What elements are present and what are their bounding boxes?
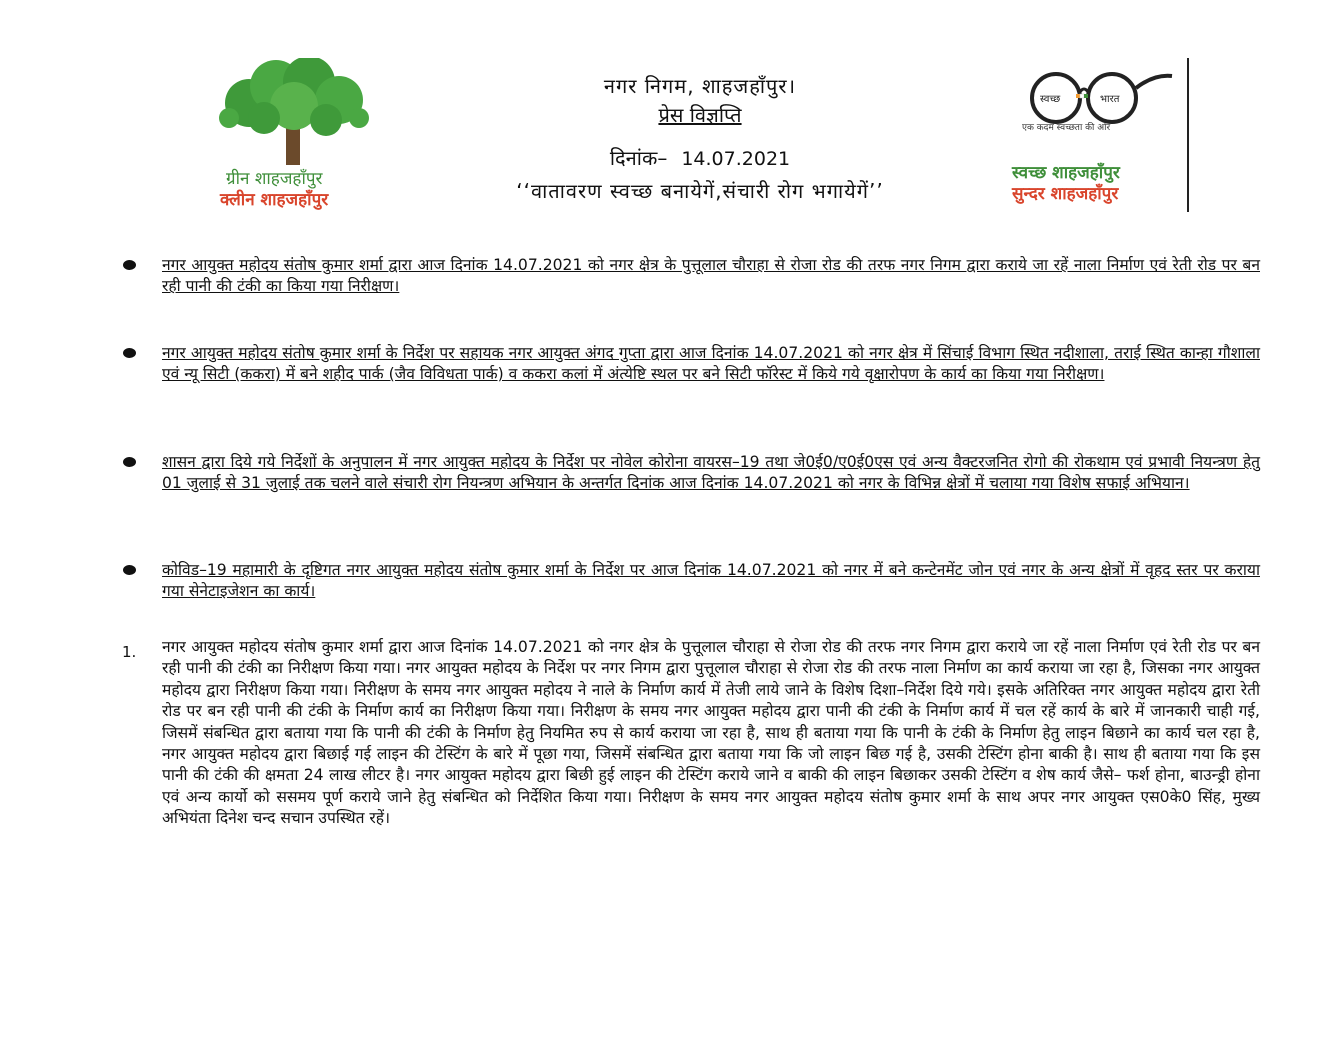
bullet-item: नगर आयुक्त महोदय संतोष कुमार शर्मा के निर्देश पर सहायक नगर आयुक्त अंगद गुप्ता द्वारा आज दिनांक 14.07.2021 को नगर क्षेत्र में सिंचाई विभाग स्थित नदीशाला, तराई स्थित कान्हा गौशाला एवं न्यू सिटी (ककरा) में बने शहीद पार्क (जैव विविधता पार्क) व ककरा कलां में अंत्येष्टि स्थल पर बने सिटी फॉरेस्ट में किये गये वृक्षारोपण के कार्य का किया गया निरीक्षण। <box>162 344 1260 383</box>
bullet-icon <box>123 457 136 467</box>
header-center <box>410 72 990 206</box>
clean-shahjahanpur-text: क्लीन शाहजहाँपुर <box>220 190 329 210</box>
bullet-icon <box>123 260 136 270</box>
date-label: दिनांक– <box>609 146 668 170</box>
press-release-title: प्रेस विज्ञप्ति <box>658 103 742 127</box>
bullet-item: कोविड–19 महामारी के दृष्टिगत नगर आयुक्त महोदय संतोष कुमार शर्मा के निर्देश पर आज दिनांक 14.07.2021 को नगर में बने कन्टेनमेंट जोन एवं नगर के अन्य क्षेत्रों में वृहद स्तर पर कराया गया सेनेटाइजेशन का कार्य। <box>162 561 1260 600</box>
tree-icon <box>204 58 384 168</box>
date-value: 14.07.2021 <box>681 148 791 170</box>
green-shahjahanpur-text: ग्रीन शाहजहाँपुर <box>226 169 323 189</box>
spectacles-icon <box>1014 70 1184 124</box>
bullet-icon <box>123 565 136 575</box>
swachh-tagline: एक कदम स्वच्छता की ओर <box>1022 123 1111 133</box>
bullet-icon <box>123 348 136 358</box>
date-line <box>410 138 990 176</box>
sundar-shahjahanpur-text: सुन्दर शाहजहाँपुर <box>1012 184 1119 204</box>
bullet-item: शासन द्वारा दिये गये निर्देशों के अनुपालन में नगर आयुक्त महोदय के निर्देश पर नोवेल कोरोना वायरस–19 तथा जे0ई0/ए0ई0एस एवं अन्य वैक्टरजनित रोगो की रोकथाम एवं प्रभावी नियन्त्रण हेतु 01 जुलाई से 31 जुलाई तक चलने वाले संचारी रोग नियन्त्रण अभियान के अन्तर्गत दिनांक आज दिनांक 14.07.2021 को नगर के विभिन्न क्षेत्रों में चलाया गया विशेष सफाई अभियान। <box>162 453 1260 492</box>
bharat-word: भारत <box>1100 94 1120 105</box>
swachh-shahjahanpur-text: स्वच्छ शाहजहाँपुर <box>1012 163 1120 183</box>
header-divider <box>1187 58 1189 212</box>
swachh-bharat-logo <box>1000 60 1190 210</box>
paragraph-number: 1. <box>122 643 137 661</box>
green-shahjahanpur-logo <box>196 58 396 210</box>
swachh-word: स्वच्छ <box>1040 94 1061 105</box>
bullet-item: नगर आयुक्त महोदय संतोष कुमार शर्मा द्वारा आज दिनांक 14.07.2021 को नगर क्षेत्र के पुत्तूलाल चौराहा से रोजा रोड की तरफ नगर निगम द्वारा कराये जा रहें नाला निर्माण एवं रेती रोड पर बन रही पानी की टंकी का किया गया निरीक्षण। <box>162 256 1260 295</box>
org-name: नगर निगम, शाहजहाँपुर। <box>603 74 797 98</box>
paragraph-body: नगर आयुक्त महोदय संतोष कुमार शर्मा द्वारा आज दिनांक 14.07.2021 को नगर क्षेत्र के पुत्तूलाल चौराहा से रोजा रोड की तरफ नगर निगम द्वारा कराये जा रहें नाला निर्माण एवं रेती रोड पर बन रही पानी की टंकी का निरीक्षण किया गया। नगर आयुक्त महोदय के निर्देश पर नगर निगम द्वारा पुत्तूलाल चौराहा से रोजा रोड की तरफ नाला निर्माण का कार्य कराया जा रहा है, जिसका नगर आयुक्त महोदय द्वारा निरीक्षण किया गया। निरीक्षण के समय नगर आयुक्त महोदय ने नाले के निर्माण कार्य में तेजी लाये जाने के विशेष दिशा–निर्देश दिये गये। इसके अतिरिक्त नगर आयुक्त महोदय द्वारा रेती रोड पर बन रही पानी की टंकी के निर्माण कार्य का निरीक्षण किया गया। निरीक्षण के समय नगर आयुक्त महोदय द्वारा पानी की टंकी के निर्माण कार्य में चल रहें कार्य के बारे में जानकारी चाही गई, जिसमें संबन्धित द्वारा बताया गया कि पानी की टंकी के निर्माण हेतु नियमित रुप से कार्य कराया जा रहा है, साथ ही बताया गया कि पानी के टंकी के निर्माण हेतु लाइन बिछाने का कार्य चल रहा है, नगर आयुक्त महोदय द्वारा बिछाई गई लाइन की टेस्टिंग के बारे में पूछा गया, जिसमें संबन्धित द्वारा बताया गया कि जो लाइन बिछ गई है, उसकी टेस्टिंग होना बाकी है। साथ ही बताया गया कि इस पानी की टंकी की क्षमता 24 लाख लीटर है। नगर आयुक्त महोदय द्वारा बिछी हुई लाइन की टेस्टिंग कराये जाने व बाकी की लाइन बिछाकर उसकी टेस्टिंग व शेष कार्य जैसे– फर्श होना, बाउन्ड्री होना एवं अन्य कार्यो को ससमय पूर्ण कराये जाने हेतु संबन्धित को निर्देशित किया गया। निरीक्षण के समय नगर आयुक्त महोदय संतोष कुमार शर्मा के साथ अपर नगर आयुक्त एस0के0 सिंह, मुख्य अभियंता दिनेश चन्द सचान उपस्थित रहें। <box>162 638 1261 828</box>
slogan: ‘‘वातावरण स्वच्छ बनायेगें,संचारी रोग भगायेगें’’ <box>516 179 884 203</box>
